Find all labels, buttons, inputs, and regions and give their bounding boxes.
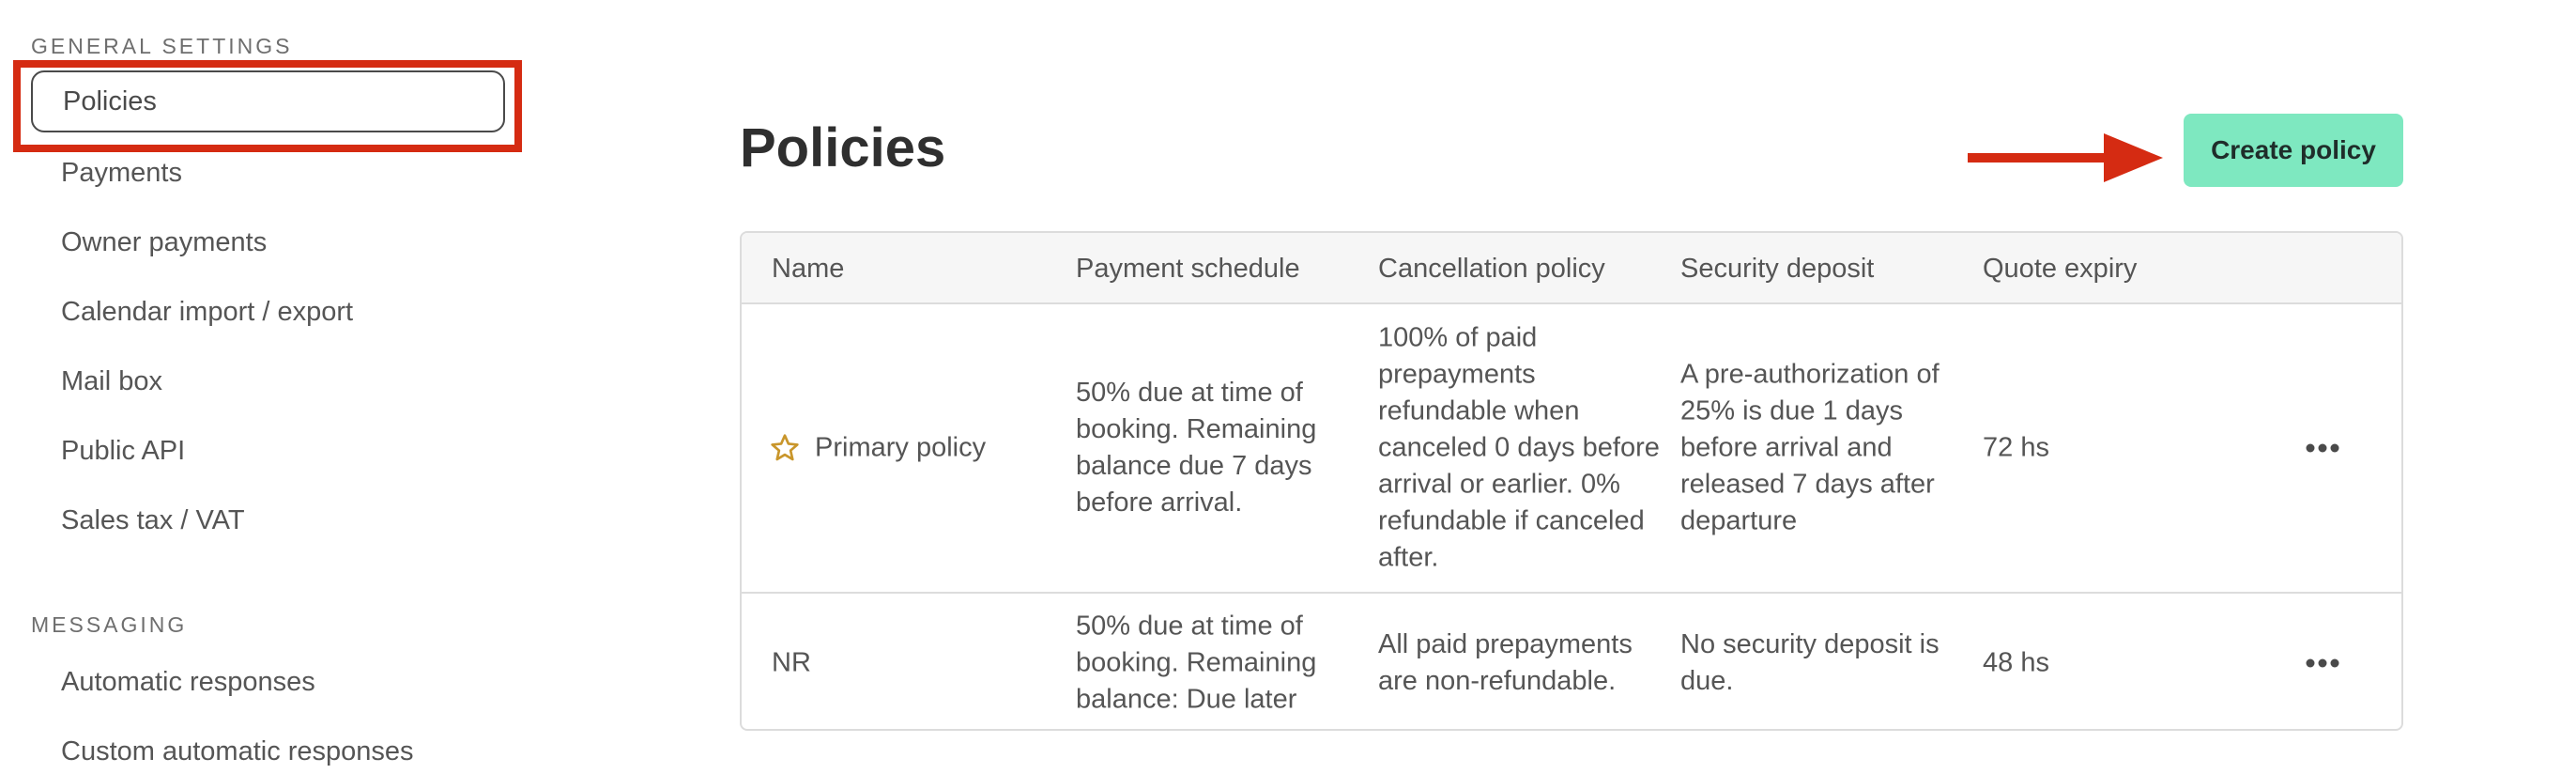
cancellation-policy-cell: 100% of paid prepayments refundable when canceled 0 days before arrival or earlier. 0% refundable if canceled after. <box>1378 322 1660 573</box>
more-horizontal-icon[interactable] <box>2304 437 2341 459</box>
messaging-heading: MESSAGING <box>31 612 188 637</box>
policy-name: Primary policy <box>815 432 987 463</box>
sidebar-item-custom-automatic-responses[interactable]: Custom automatic responses <box>61 736 414 766</box>
sidebar-item-mail-box[interactable]: Mail box <box>61 366 162 396</box>
policy-name: NR <box>772 647 811 678</box>
sidebar-item-automatic-responses[interactable]: Automatic responses <box>61 667 315 697</box>
sidebar-item-public-api[interactable]: Public API <box>61 436 186 466</box>
policies-table <box>740 231 2403 731</box>
security-deposit-cell: A pre-authorization of 25% is due 1 days before arrival and released 7 days after departure <box>1680 359 1940 536</box>
payment-schedule-cell: 50% due at time of booking. Remaining balance due 7 days before arrival. <box>1076 378 1317 518</box>
sidebar-item-owner-payments[interactable]: Owner payments <box>61 227 268 257</box>
column-header-name[interactable]: Name <box>772 254 845 284</box>
create-policy-button[interactable]: Create policy <box>2184 114 2403 187</box>
table-header <box>742 233 2401 304</box>
column-header-security-deposit[interactable]: Security deposit <box>1680 254 1875 284</box>
more-horizontal-icon[interactable] <box>2304 652 2341 674</box>
table-row[interactable] <box>742 304 2401 594</box>
page-title: Policies <box>740 117 946 178</box>
column-header-payment-schedule[interactable]: Payment schedule <box>1076 254 1300 284</box>
table-row[interactable] <box>742 594 2401 731</box>
sidebar <box>0 0 544 774</box>
column-header-quote-expiry[interactable]: Quote expiry <box>1983 254 2138 284</box>
quote-expiry-cell: 72 hs <box>1983 432 2049 463</box>
sidebar-item-sales-tax-vat[interactable]: Sales tax / VAT <box>61 505 245 535</box>
column-header-cancellation-policy[interactable]: Cancellation policy <box>1378 254 1605 284</box>
sidebar-item-payments[interactable]: Payments <box>61 158 182 188</box>
security-deposit-cell: No security deposit is due. <box>1680 629 1940 696</box>
sidebar-item-policies[interactable]: Policies <box>31 70 505 132</box>
cancellation-policy-cell: All paid prepayments are non-refundable. <box>1378 629 1633 696</box>
general-settings-heading: GENERAL SETTINGS <box>31 34 293 58</box>
payment-schedule-cell: 50% due at time of booking. Remaining balance: Due later <box>1076 611 1317 715</box>
star-outline-icon <box>770 433 800 463</box>
sidebar-item-calendar-import-export[interactable]: Calendar import / export <box>61 297 354 327</box>
quote-expiry-cell: 48 hs <box>1983 647 2049 678</box>
arrow-right-icon <box>1968 130 2165 186</box>
